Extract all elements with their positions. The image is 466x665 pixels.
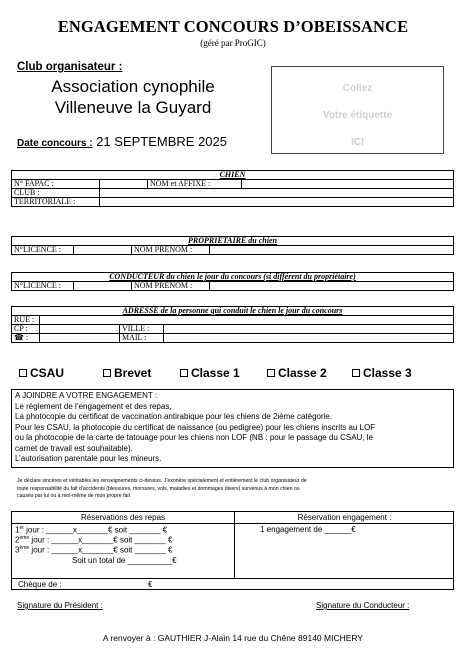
- repas-row-3[interactable]: [15, 545, 172, 555]
- chien-title: CHIEN: [12, 171, 454, 180]
- ordinal: 1: [15, 525, 20, 535]
- classe1-label: Classe 1: [191, 366, 240, 380]
- brevet-option[interactable]: [103, 366, 151, 380]
- engagement-line[interactable]: 1 engagement de ______€: [260, 525, 356, 534]
- declaration-text: [17, 478, 449, 501]
- send-to-address: A renvoyer à : GAUTHIER J-Alain 14 rue du Chêne 89140 MICHERY: [102, 633, 364, 643]
- conducteur-nom-label: NOM PRENOM :: [132, 282, 210, 291]
- joindre-line: ou la photocopie de la carte de tatouage pour les chiens non LOF (NB : pour le passage du CSAU, le: [15, 433, 373, 442]
- classe3-option[interactable]: [352, 366, 412, 380]
- joindre-line: L’autorisation parentale pour les mineurs.: [15, 454, 162, 463]
- repas-jour: jour : ______x_______€ soit _______ €: [26, 525, 168, 535]
- date-label: Date concours :: [17, 138, 93, 149]
- proprietaire-title: PROPRIETAIRE du chien: [12, 237, 454, 246]
- checkbox-icon[interactable]: [267, 369, 275, 377]
- sticker-line1: Collez: [342, 83, 373, 94]
- rue-field[interactable]: [40, 316, 454, 325]
- fapac-field[interactable]: [100, 180, 148, 189]
- sticker-line3: ICI: [351, 137, 364, 148]
- csau-option[interactable]: [19, 366, 64, 380]
- repas-title: Réservations des repas: [80, 513, 166, 522]
- repas-total[interactable]: Soit un total de __________€: [72, 556, 177, 565]
- ville-label: VILLE :: [120, 325, 164, 334]
- checkbox-icon[interactable]: [180, 369, 188, 377]
- adresse-title: ADRESSE de la personne qui conduit le chien le jour du concours: [12, 307, 454, 316]
- repas-jour: jour : ______x_______€ soit _______ €: [31, 545, 173, 555]
- checkbox-icon[interactable]: [19, 369, 27, 377]
- cp-label: CP :: [12, 325, 40, 334]
- joindre-line: La photocopie du certificat de vaccination antirabique pour les chiens de 2ième catégorie.: [15, 412, 333, 421]
- repas-row-1[interactable]: [15, 525, 167, 535]
- joindre-line: Le règlement de l’engagement et des repas,: [15, 401, 172, 411]
- reservation-box: [11, 511, 454, 590]
- phone-colon: :: [25, 333, 29, 342]
- conducteur-table: [11, 272, 454, 291]
- club-name-line1: Association cynophile: [51, 77, 215, 96]
- joindre-box: [11, 389, 454, 468]
- csau-label: CSAU: [30, 366, 65, 380]
- declaration-line: Je déclare sincères et véritables les renseignements ci-dessus. J'exonère spécialement et entièrement le club organisateur de: [17, 478, 307, 484]
- conducteur-licence-label: N°LICENCE :: [12, 282, 74, 291]
- ordinal-suffix: er: [19, 525, 24, 531]
- adresse-table: [11, 306, 454, 343]
- ordinal-suffix: ème: [19, 535, 30, 541]
- chien-table: [11, 170, 454, 207]
- mail-label: MAIL :: [120, 334, 164, 343]
- rue-label: RUE :: [12, 316, 40, 325]
- sticker-box: [271, 66, 444, 154]
- ordinal-suffix: ème: [19, 545, 30, 551]
- page-subtitle: (géré par ProGIC): [200, 38, 266, 48]
- checkbox-icon[interactable]: [103, 369, 111, 377]
- club-field[interactable]: [100, 189, 454, 198]
- joindre-line: Pour les CSAU, la photocopie du certificat de naissance (ou pedigree) pour les chiens inscrits au LOF: [15, 422, 376, 432]
- proprietaire-table: [11, 236, 454, 255]
- joindre-title: A JOINDRE A VOTRE ENGAGEMENT :: [15, 391, 158, 400]
- classe2-label: Classe 2: [278, 366, 327, 380]
- ordinal: 2: [15, 535, 20, 545]
- proprio-licence-label: N°LICENCE :: [12, 246, 74, 255]
- sticker-line2: Votre étiquette: [322, 110, 393, 121]
- club-name: [17, 76, 249, 118]
- club-name-line2: Villeneuve la Guyard: [54, 98, 212, 117]
- cp-field[interactable]: [40, 325, 120, 334]
- proprio-licence-field[interactable]: [74, 246, 132, 255]
- phone-icon: ☎: [14, 333, 24, 342]
- phone-label: [12, 334, 40, 343]
- conducteur-nom-field[interactable]: [210, 282, 454, 291]
- repas-row-2[interactable]: [15, 535, 172, 545]
- proprio-nom-field[interactable]: [210, 246, 454, 255]
- club-label: Club organisateur :: [17, 61, 123, 73]
- signature-president: Signature du Président :: [17, 601, 103, 610]
- nom-affixe-field[interactable]: [242, 180, 454, 189]
- mail-field[interactable]: [164, 334, 454, 343]
- ville-field[interactable]: [164, 325, 454, 334]
- cheque-euro: €: [148, 580, 153, 589]
- declaration-line: toute responsabilité du fait d'accidents (blessures, morsures, vols, maladies et dommages divers) survenus à mon chien ou: [17, 485, 300, 492]
- nom-affixe-label: NOM et AFFIXE :: [148, 180, 242, 189]
- joindre-line: carnet de travail est souhaitable).: [15, 443, 133, 453]
- page-title: ENGAGEMENT CONCOURS D’OBEISSANCE: [57, 17, 409, 36]
- club-field-label: CLUB :: [12, 189, 100, 198]
- engagement-title: Réservation engagement :: [297, 513, 392, 522]
- declaration-line: causés par lui ou à moi-même de mon propre fait: [17, 493, 131, 499]
- signature-conducteur: Signature du Conducteur :: [316, 601, 410, 610]
- checkbox-icon[interactable]: [352, 369, 360, 377]
- territoriale-label: TERRITORIALE :: [12, 198, 100, 207]
- classe1-option[interactable]: [180, 366, 240, 380]
- ordinal: 3: [15, 545, 20, 555]
- proprio-nom-label: NOM PRENOM :: [132, 246, 210, 255]
- date-value: 21 SEPTEMBRE 2025: [96, 134, 227, 149]
- conducteur-licence-field[interactable]: [74, 282, 132, 291]
- conducteur-title: CONDUCTEUR du chien le jour du concours (si différent du propriétaire): [12, 273, 454, 282]
- brevet-label: Brevet: [114, 366, 152, 380]
- classe2-option[interactable]: [267, 366, 327, 380]
- repas-jour: jour : ______x_______€ soit _______ €: [31, 535, 173, 545]
- territoriale-field[interactable]: [100, 198, 454, 207]
- cheque-label: Chèque de :: [18, 580, 62, 589]
- date-line: [17, 134, 227, 149]
- phone-field[interactable]: [40, 334, 120, 343]
- fapac-label: N° FAPAC :: [12, 180, 100, 189]
- classe3-label: Classe 3: [363, 366, 412, 380]
